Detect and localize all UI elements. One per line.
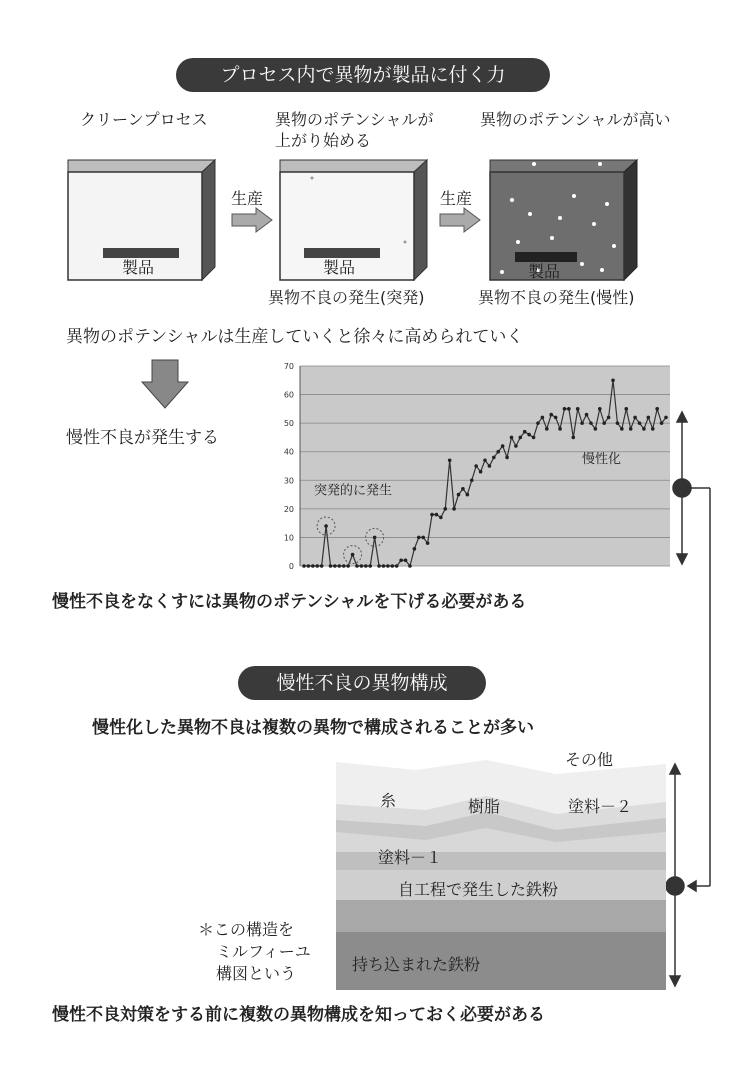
data-point	[430, 513, 434, 517]
data-point	[536, 421, 540, 425]
layer-paint2-label: 塗料－２	[568, 797, 633, 816]
down-arrow-icon	[140, 358, 190, 410]
y-tick-label: 70	[283, 362, 294, 371]
data-point	[333, 564, 337, 568]
data-point	[611, 378, 615, 382]
data-point	[329, 564, 333, 568]
product-bar-1	[103, 248, 179, 258]
potential-note: 異物のポテンシャルは生産していくと徐々に高められていく	[66, 327, 524, 347]
data-point	[448, 458, 452, 462]
data-point	[483, 458, 487, 462]
data-point	[514, 444, 518, 448]
chronic-note: 慢性不良が発生する	[66, 428, 219, 448]
product-label-2: 製品	[323, 258, 356, 277]
y-tick-label: 50	[283, 419, 294, 429]
data-point	[594, 427, 598, 431]
layer-brought-iron-label: 持ち込まれた鉄粉	[352, 955, 481, 974]
data-point	[302, 564, 306, 568]
data-point	[413, 547, 417, 551]
data-point	[519, 436, 523, 440]
data-point	[510, 436, 514, 440]
stage2-label-line2: 上がり始める	[275, 131, 372, 150]
data-point	[377, 564, 381, 568]
product-label-3: 製品	[528, 262, 561, 281]
data-point	[488, 464, 492, 468]
data-point	[642, 427, 646, 431]
data-point	[368, 564, 372, 568]
data-point	[496, 450, 500, 454]
data-point	[364, 564, 368, 568]
data-point	[338, 564, 342, 568]
data-point	[523, 430, 527, 434]
data-point	[576, 407, 580, 411]
data-point	[390, 564, 394, 568]
data-point	[435, 513, 439, 517]
data-point	[311, 564, 315, 568]
stage2-label-line1: 異物のポテンシャルが	[275, 110, 434, 129]
data-point	[342, 564, 346, 568]
data-point	[324, 524, 328, 528]
data-point	[461, 487, 465, 491]
data-point	[545, 427, 549, 431]
structure-note-line3: 構図という	[216, 964, 297, 983]
data-point	[355, 564, 359, 568]
stage2-caption: 異物不良の発生(突発)	[268, 288, 425, 307]
data-point	[452, 507, 456, 511]
data-point	[554, 416, 558, 420]
data-point	[426, 541, 430, 545]
arrow-label-2: 生産	[440, 189, 473, 208]
process-title: プロセス内で異物が製品に付く力	[220, 64, 506, 86]
y-tick-label: 0	[288, 562, 294, 571]
arrow-label-1: 生産	[231, 189, 264, 208]
structure-note-line1: ＊この構造を	[198, 920, 295, 939]
y-tick-label: 10	[283, 533, 294, 543]
right-arrow-icon	[438, 207, 482, 233]
data-point	[532, 436, 536, 440]
data-point	[638, 421, 642, 425]
data-point	[479, 470, 483, 474]
data-point	[607, 416, 611, 420]
data-point	[602, 421, 606, 425]
data-point	[549, 413, 553, 417]
data-point	[351, 553, 355, 557]
data-point	[563, 407, 567, 411]
stage3-caption: 異物不良の発生(慢性)	[478, 288, 635, 307]
data-point	[580, 421, 584, 425]
data-point	[382, 564, 386, 568]
data-point	[624, 407, 628, 411]
composition-title: 慢性不良の異物構成	[276, 672, 448, 694]
data-point	[421, 536, 425, 540]
data-point	[404, 558, 408, 562]
product-bar-3	[515, 252, 577, 262]
data-point	[320, 564, 324, 568]
data-point	[360, 564, 364, 568]
data-point	[620, 427, 624, 431]
data-point	[439, 516, 443, 520]
data-point	[616, 421, 620, 425]
layer-other-label: その他	[565, 750, 614, 769]
layer-paint1-label: 塗料－１	[378, 848, 443, 867]
data-point	[501, 444, 505, 448]
stage1-label: クリーンプロセス	[80, 110, 208, 129]
data-point	[373, 536, 377, 540]
data-point	[505, 456, 509, 460]
data-point	[589, 421, 593, 425]
data-point	[567, 407, 571, 411]
annotation-sudden: 突発的に発生	[314, 483, 393, 499]
product-bar-2	[304, 248, 380, 258]
y-tick-label: 30	[283, 476, 294, 486]
data-point	[541, 416, 545, 420]
composition-title-banner	[238, 666, 486, 700]
data-point	[399, 558, 403, 562]
data-point	[633, 416, 637, 420]
data-point	[585, 413, 589, 417]
data-point	[315, 564, 319, 568]
data-point	[655, 407, 659, 411]
process-title-banner	[176, 58, 550, 92]
data-point	[492, 456, 496, 460]
range-arrows-connector	[660, 410, 720, 990]
product-label-1: 製品	[122, 258, 155, 277]
data-point	[474, 464, 478, 468]
data-point	[527, 433, 531, 437]
composition-subtitle: 慢性化した異物不良は複数の異物で構成されることが多い	[92, 718, 534, 738]
data-point	[651, 427, 655, 431]
data-point	[466, 493, 470, 497]
annotation-chronic: 慢性化	[582, 452, 622, 468]
layer-resin-label: 樹脂	[468, 797, 501, 816]
structure-note-line2: ミルフィーユ	[216, 942, 311, 961]
data-point	[647, 416, 651, 420]
data-point	[443, 507, 447, 511]
section2-conclusion: 慢性不良対策をする前に複数の異物構成を知っておく必要がある	[52, 1005, 545, 1025]
data-point	[571, 436, 575, 440]
defect-trend-chart	[270, 358, 690, 578]
data-point	[457, 493, 461, 497]
high-potential-box	[482, 152, 642, 284]
stage3-label: 異物のポテンシャルが高い	[480, 110, 671, 129]
data-point	[346, 564, 350, 568]
data-point	[386, 564, 390, 568]
data-point	[307, 564, 311, 568]
y-tick-label: 40	[283, 447, 294, 457]
data-point	[408, 564, 412, 568]
data-point	[470, 478, 474, 482]
data-point	[558, 427, 562, 431]
layer-own-iron-label: 自工程で発生した鉄粉	[398, 880, 559, 899]
y-tick-label: 20	[283, 504, 294, 514]
data-point	[395, 564, 399, 568]
section1-conclusion: 慢性不良をなくすには異物のポテンシャルを下げる必要がある	[52, 592, 527, 612]
layer-thread-label: 糸	[380, 791, 397, 810]
right-arrow-icon	[230, 207, 274, 233]
y-tick-label: 60	[283, 390, 294, 400]
data-point	[417, 536, 421, 540]
data-point	[629, 427, 633, 431]
data-point	[598, 407, 602, 411]
